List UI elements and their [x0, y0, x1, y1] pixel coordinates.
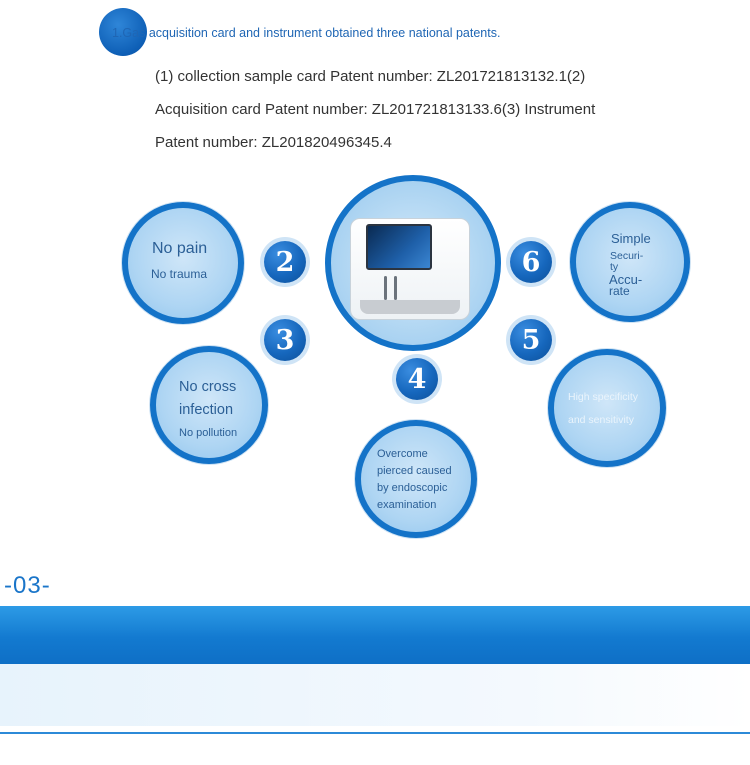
feature-text: Securi- [610, 250, 644, 262]
patent-text: (1) collection sample card Patent number: ZL201721813132.1(2) Acquisition card Patent number: ZL201721813133.6(3) Instrument Patent number: ZL201820496345.4 [155, 68, 596, 151]
feature-text: rate [609, 284, 630, 298]
feature-text: examination [377, 499, 437, 511]
feature-text: Accu- [609, 272, 643, 287]
number-badge-4: 4 [396, 358, 438, 400]
feature-text: High specificity [568, 391, 639, 403]
page-number: -03- [4, 572, 51, 599]
number-badge-2: 2 [264, 241, 306, 283]
feature-circle-no-pain [122, 202, 244, 324]
instrument-base [360, 300, 460, 314]
blue-banner [0, 606, 750, 664]
card-slot [384, 276, 387, 300]
light-banner [0, 664, 750, 726]
feature-text: ty [610, 261, 619, 273]
header-title: 1.Gas acquisition card and instrument obtained three national patents. [112, 26, 501, 40]
feature-circle-overcome [355, 420, 477, 538]
card-slot [394, 276, 397, 300]
instrument-screen [366, 224, 432, 270]
feature-circle-simple [570, 202, 690, 322]
feature-title: infection [179, 402, 234, 418]
divider-line [0, 732, 750, 734]
number-badge-6: 6 [510, 241, 552, 283]
feature-title: No cross [179, 379, 237, 395]
number-badge-3: 3 [264, 319, 306, 361]
feature-subtitle: No trauma [151, 267, 208, 281]
feature-text: and sensitivity [568, 414, 634, 426]
feature-text: Overcome [377, 448, 428, 460]
number-badge-5: 5 [510, 319, 552, 361]
feature-text: pierced caused [377, 465, 452, 477]
feature-title: No pain [152, 240, 208, 257]
feature-text: by endoscopic [377, 482, 448, 494]
feature-subtitle: No pollution [179, 427, 238, 439]
feature-text: Simple [611, 231, 651, 246]
feature-circle-high-specificity [548, 349, 666, 467]
